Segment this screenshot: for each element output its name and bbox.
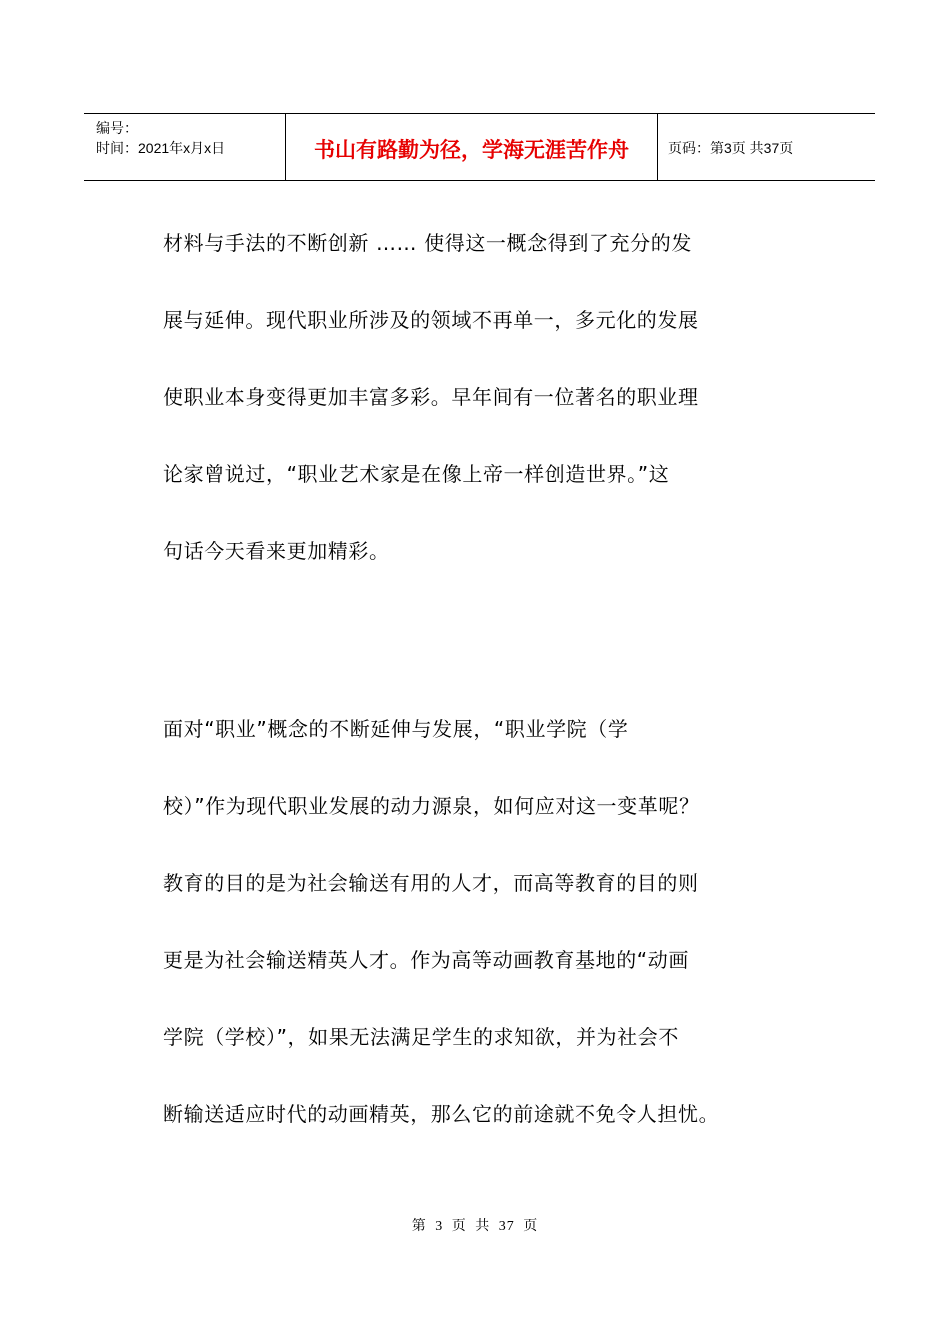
text-line: 展与延伸。现代职业所涉及的领域不再单一，多元化的发展 [163, 308, 699, 332]
page-info: 页码：第3页 共37页 [668, 140, 794, 156]
motto-text: 书山有路勤为径，学海无涯苦作舟 [314, 138, 629, 162]
number-label: 编号： [96, 120, 138, 136]
page-footer [0, 1215, 950, 1235]
paragraph-2 [163, 715, 803, 1177]
document-header [84, 113, 875, 181]
header-meta-cell [84, 114, 286, 180]
date-label: 时间：2021年x月x日 [96, 140, 226, 156]
paragraph-1 [163, 229, 803, 614]
text-line: 更是为社会输送精英人才。作为高等动画教育基地的“动画 [163, 948, 689, 972]
header-page-cell [658, 114, 875, 180]
text-line: 论家曾说过，“职业艺术家是在像上帝一样创造世界。”这 [163, 462, 670, 486]
text-line: 校）”作为现代职业发展的动力源泉，如何应对这一变革呢？ [163, 794, 700, 818]
text-line: 使职业本身变得更加丰富多彩。早年间有一位著名的职业理 [163, 385, 699, 409]
text-line: 句话今天看来更加精彩。 [163, 539, 390, 563]
header-motto-cell [286, 114, 658, 180]
text-line: 教育的目的是为社会输送有用的人才，而高等教育的目的则 [163, 871, 699, 895]
footer-page-number: 第 3 页 共 37 页 [411, 1219, 539, 1234]
text-line: 材料与手法的不断创新 …… 使得这一概念得到了充分的发 [163, 231, 692, 255]
text-line: 面对“职业”概念的不断延伸与发展，“职业学院（学 [163, 717, 629, 741]
text-line: 断输送适应时代的动画精英，那么它的前途就不免令人担忧。 [163, 1102, 720, 1126]
text-line: 学院（学校）”，如果无法满足学生的求知欲，并为社会不 [163, 1025, 679, 1049]
